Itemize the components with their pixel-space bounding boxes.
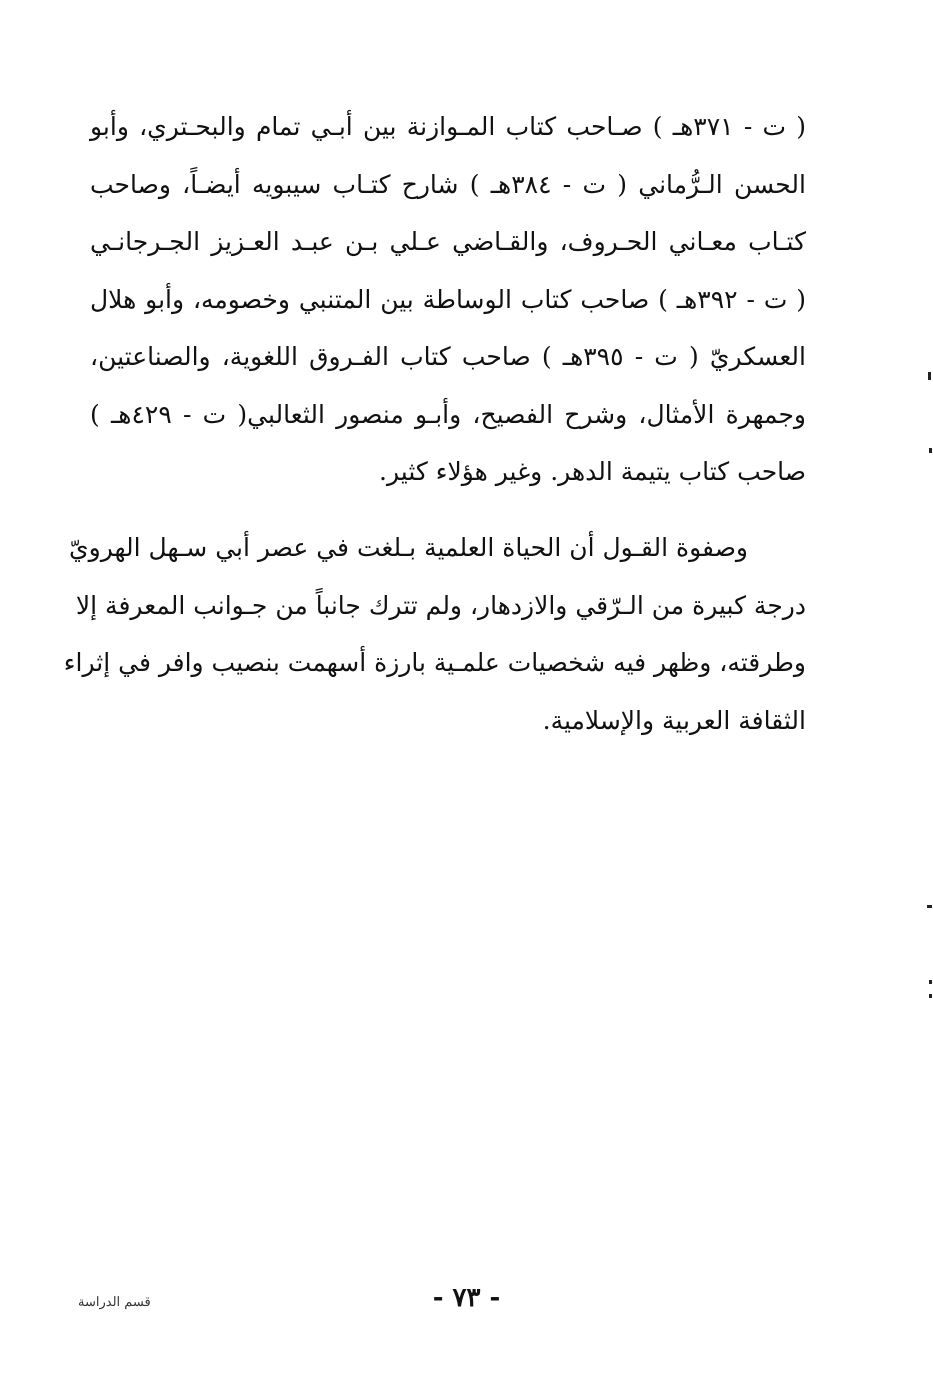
text-line: العسكريّ ( ت - ٣٩٥هـ ) صاحب كتاب الفـروق اللغوية، والصناعتين، [90,342,806,371]
text-line: درجة كبيرة من الـرّقي والازدهار، ولم تترك جانباً من جـوانب المعرفة إلا [75,590,806,620]
text-line: وجمهرة الأمثال، وشرح الفصيح، وأبـو منصور الثعالبي( ت - ٤٢٩هـ ) [90,399,806,429]
text-line: وصفوة القـول أن الحياة العلمية بـلغت في عصر أبي سـهل الهرويّ [69,533,748,562]
text-line: كتـاب معـاني الحـروف، والقـاضي عـلي بـن عبـد العـزيز الجـرجانـي [90,227,806,256]
section-label: قسم الدراسة [78,1295,151,1310]
scan-margin-mark [927,905,932,908]
text-line: وطرقته، وظهر فيه شخصيات علمـية بارزة أسهمت بنصيب وافر في إثراء [63,648,806,677]
text-line: ( ت - ٣٩٢هـ ) صاحب كتاب الوساطة بين المتنبي وخصومه، وأبو هلال [90,284,807,314]
text-line: الحسن الـرُّماني ( ت - ٣٨٤هـ ) شارح كتـاب سيبويه أيضـاً، وصاحب [90,169,806,199]
scan-margin-mark [928,372,931,380]
page-number: - ٧٣ - [432,1283,501,1313]
text-line: ( ت - ٣٧١هـ ) صـاحب كتاب المـوازنة بين أبـي تمام والبحـتري، وأبو [90,112,806,141]
text-line: صاحب كتاب يتيمة الدهر. وغير هؤلاء كثير. [379,457,806,486]
scan-margin-mark [929,980,932,984]
scan-margin-mark [929,448,932,453]
text-line: الثقافة العربية والإسلامية. [542,705,806,735]
scan-margin-mark [929,994,932,998]
paragraph-2 [63,519,806,749]
paragraph-1 [90,98,806,501]
